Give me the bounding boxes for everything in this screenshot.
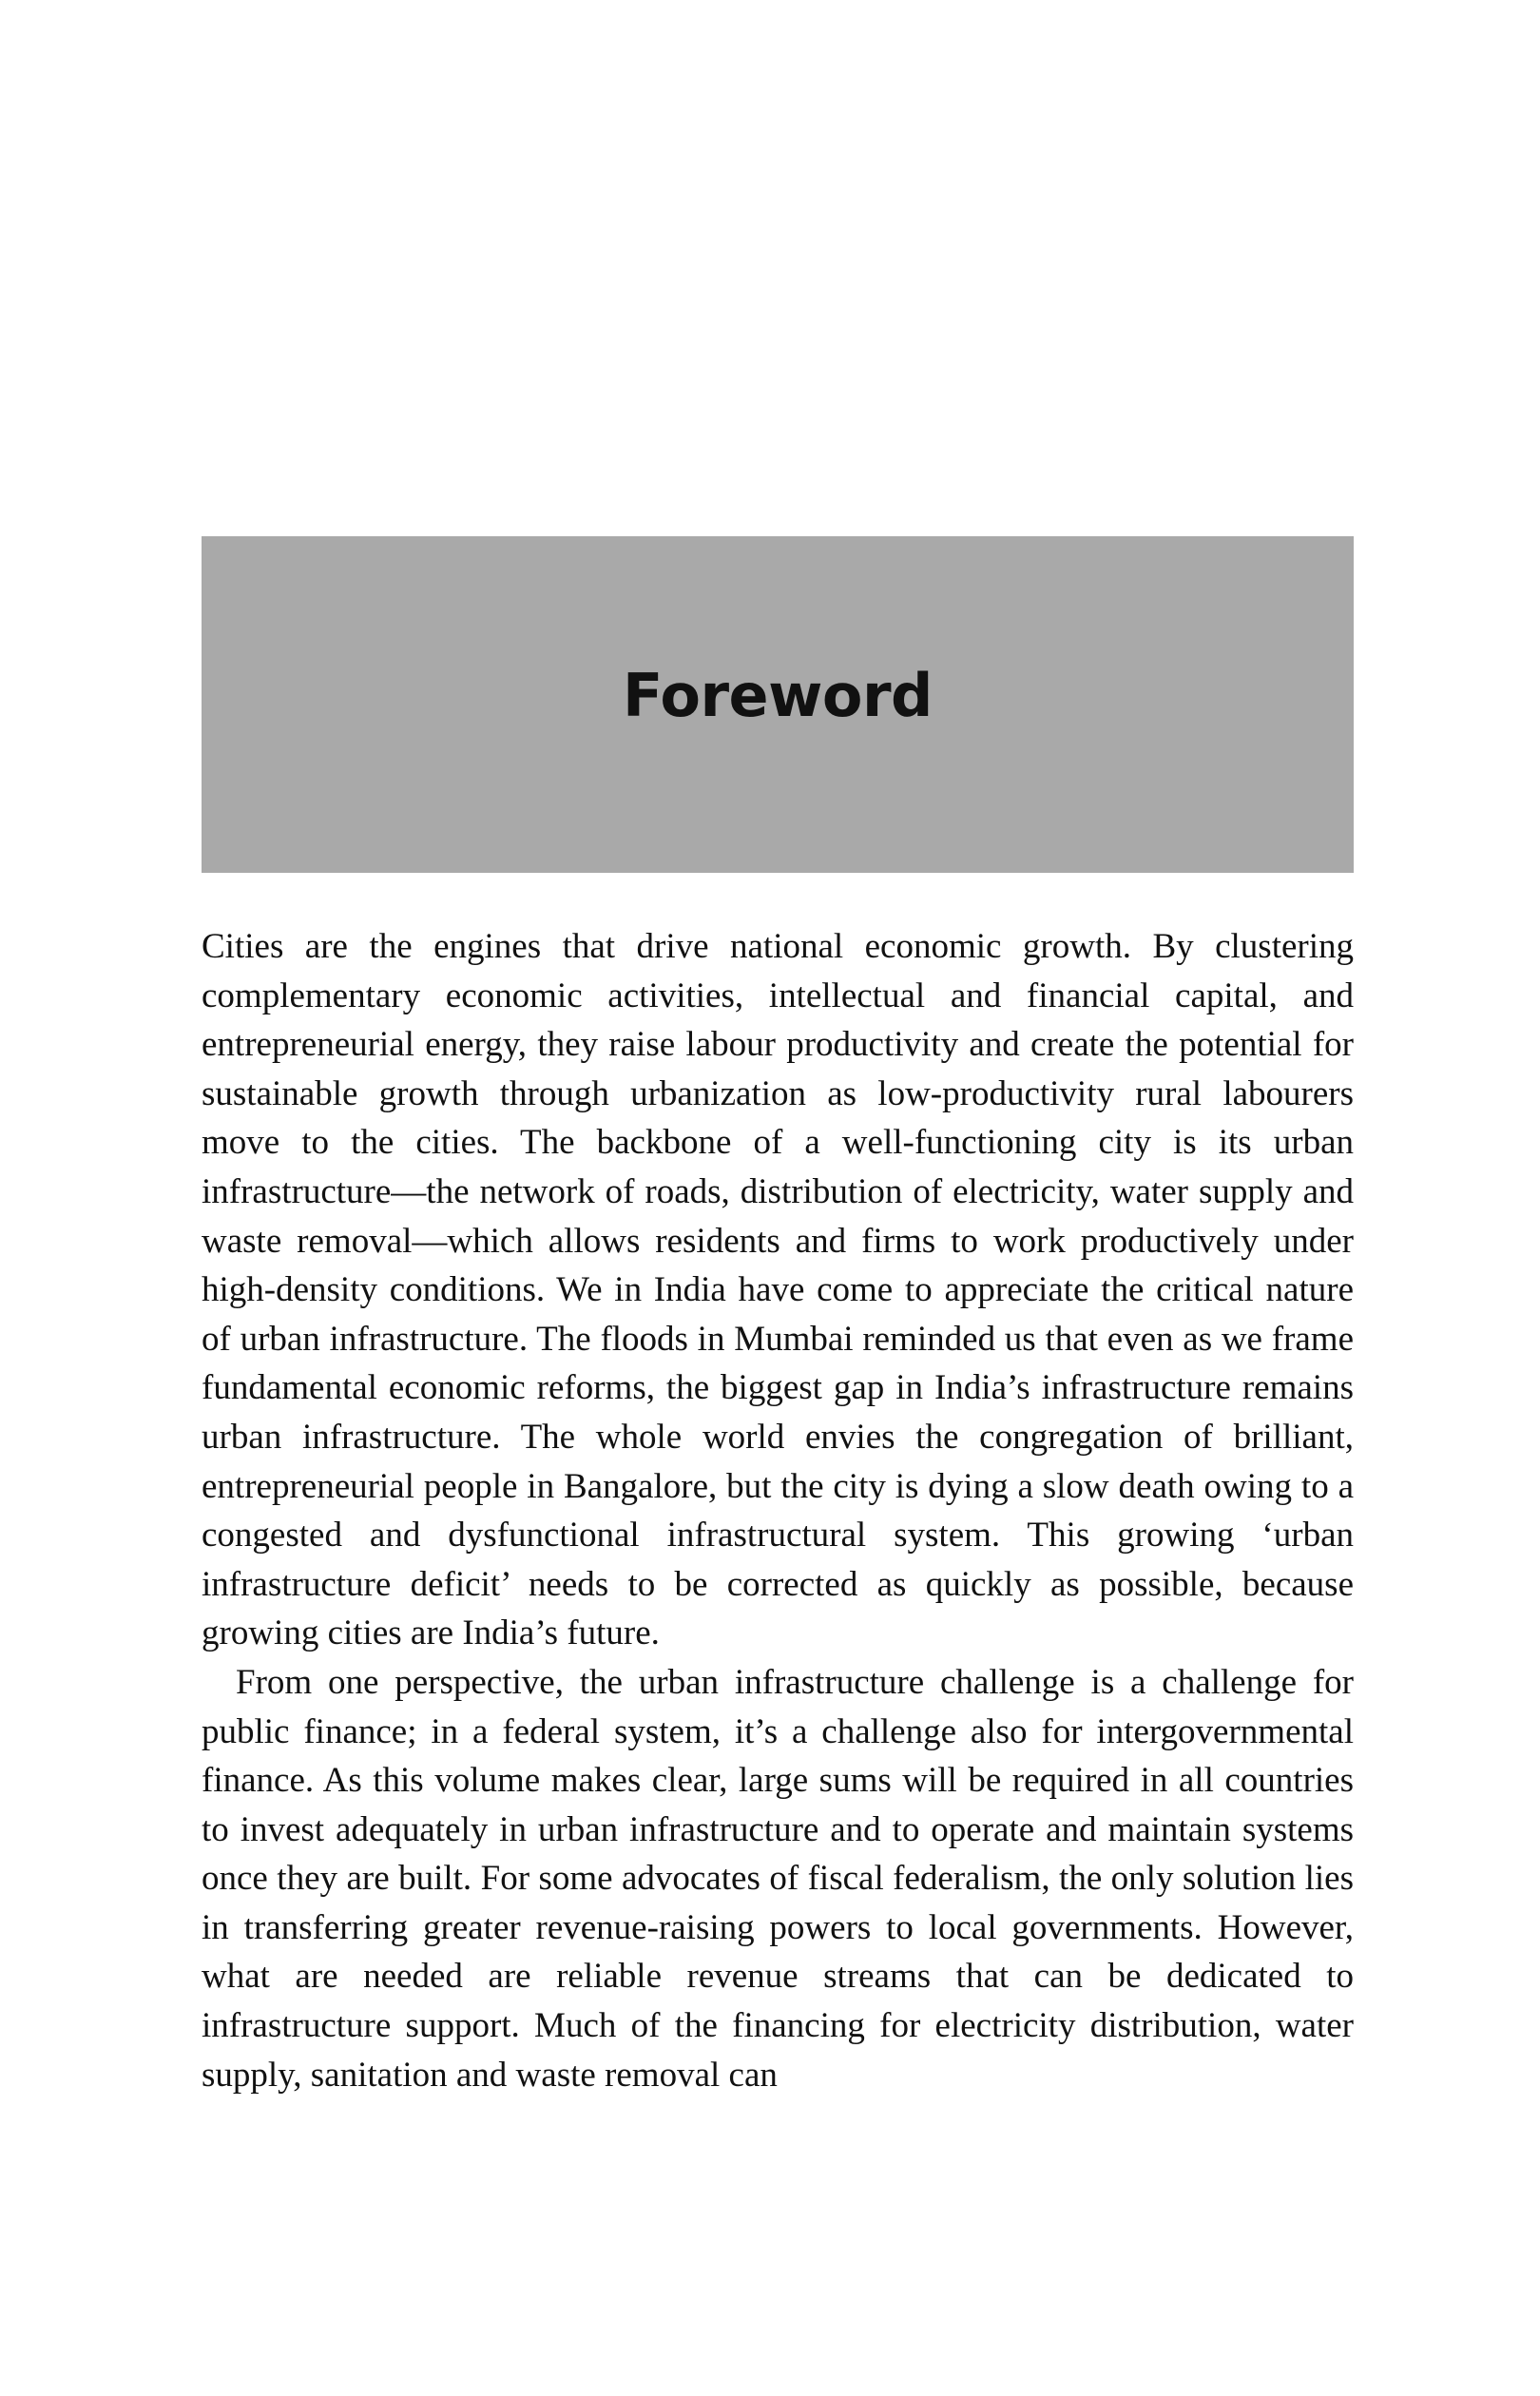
chapter-title: Foreword	[623, 661, 933, 730]
paragraph-2: From one perspective, the urban infrastructure challenge is a challenge for public finance; in a federal system, it’s a challenge also for intergovernmental finance. As this volume makes clear, large sums will be required in all countries to invest adequately in urban infrastructure and to operate and maintain systems once they are built. For some advocates of fiscal federalism, the only solution lies in transferring greater revenue-raising powers to local governments. However, what are needed are reliable revenue streams that can be dedicated to infrastructure support. Much of the financing for electricity distribution, water supply, sanitation and waste removal can	[202, 1662, 1354, 2095]
chapter-title-band	[202, 536, 1354, 873]
body-text	[202, 922, 1354, 2099]
paragraph-1: Cities are the engines that drive national economic growth. By clustering complementary economic activities, intellectual and financial capital, and entrepreneurial energy, they raise labour productivity and create the potential for sustainable growth through urbanization as low-productivity rural labourers move to the cities. The backbone of a well-functioning city is its urban infrastructure—the network of roads, distribution of electricity, water supply and waste removal—which allows residents and firms to work productively under high-density conditions. We in India have come to appreciate the critical nature of urban infrastructure. The floods in Mumbai reminded us that even as we frame fundamental economic reforms, the biggest gap in India’s infrastructure remains urban infrastructure. The whole world envies the congregation of brilliant, entrepreneurial people in Bangalore, but the city is dying a slow death owing to a congested and dysfunctional infrastructural system. This growing ‘urban infrastructure deficit’ needs to be corrected as quickly as possible, because growing cities are India’s future.	[202, 927, 1354, 1653]
